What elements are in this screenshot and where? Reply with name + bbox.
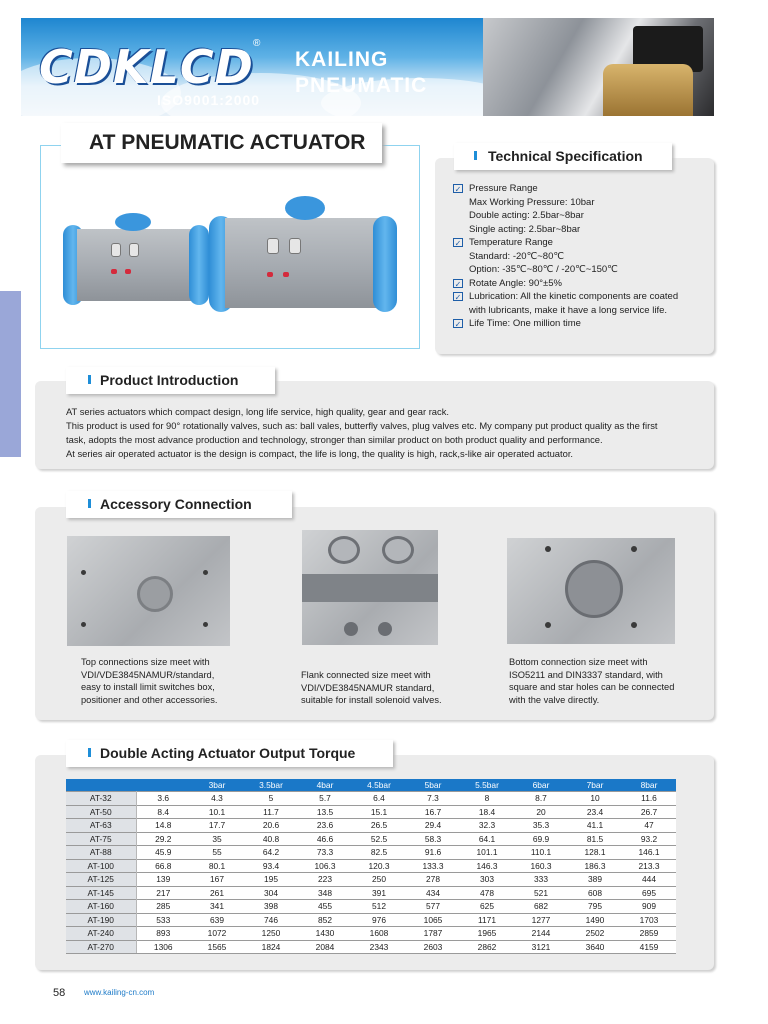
torque-cell: 1787 xyxy=(406,927,460,941)
heading-bar-icon xyxy=(88,375,91,384)
header-banner xyxy=(21,18,714,116)
torque-cell: 639 xyxy=(190,913,244,927)
bottom-connection-caption xyxy=(509,656,674,706)
torque-cell: 223 xyxy=(298,873,352,887)
caption-line: easy to install limit switches box, xyxy=(81,682,215,692)
accessory-heading: Accessory Connection xyxy=(100,496,252,512)
intro-line: AT series actuators which compact design, long life service, high quality, gear and gear rack. xyxy=(66,406,450,417)
intro-line: task, adopts the most advance production and technology, stronger than similar product on both product quality and performance. xyxy=(66,434,603,445)
actuator-end-cap xyxy=(189,225,209,305)
heading-bar-icon xyxy=(474,151,477,160)
torque-cell: 82.5 xyxy=(352,846,406,860)
torque-cell: 976 xyxy=(352,913,406,927)
torque-cell: 64.1 xyxy=(460,832,514,846)
spec-detail: Option: -35℃~80℃ / -20℃~150℃ xyxy=(469,264,618,275)
model-cell: AT-75 xyxy=(66,832,136,846)
column-header: 6bar xyxy=(514,779,568,792)
company-logo: CDKLCD xyxy=(39,40,254,94)
column-header: 5bar xyxy=(406,779,460,792)
iso-certification: ISO9001:2000 xyxy=(157,92,261,108)
torque-cell: 1072 xyxy=(190,927,244,941)
table-row xyxy=(66,846,676,860)
screw-hole xyxy=(631,546,637,552)
torque-cell: 682 xyxy=(514,900,568,914)
torque-cell: 101.1 xyxy=(460,846,514,860)
top-connection-image xyxy=(67,536,230,646)
torque-cell: 434 xyxy=(406,886,460,900)
accessory-tab xyxy=(66,491,292,518)
torque-cell: 304 xyxy=(244,886,298,900)
torque-cell: 303 xyxy=(460,873,514,887)
model-cell: AT-160 xyxy=(66,900,136,914)
caption-line: Flank connected size meet with xyxy=(301,670,431,680)
column-header: 8bar xyxy=(622,779,676,792)
shaft-image xyxy=(137,576,173,612)
actuator-top-shaft xyxy=(285,196,325,220)
page-title: AT PNEUMATIC ACTUATOR xyxy=(61,123,382,163)
heading-bar-icon xyxy=(88,499,91,508)
product-image-frame xyxy=(40,145,420,349)
torque-cell: 160.3 xyxy=(514,859,568,873)
product-intro-heading: Product Introduction xyxy=(100,372,239,388)
brand-name-line2: PNEUMATIC xyxy=(295,74,428,97)
product-intro-tab xyxy=(66,367,275,394)
torque-cell: 10.1 xyxy=(190,805,244,819)
spec-detail: Max Working Pressure: 10bar xyxy=(469,196,595,208)
screw-hole xyxy=(631,622,637,628)
torque-cell: 512 xyxy=(352,900,406,914)
page-number: 58 xyxy=(53,987,66,999)
torque-cell: 110.1 xyxy=(514,846,568,860)
table-row xyxy=(66,873,676,887)
website-link[interactable]: www.kailing-cn.com xyxy=(84,988,155,997)
torque-cell: 4159 xyxy=(622,940,676,954)
model-cell: AT-88 xyxy=(66,846,136,860)
caption-line: with the valve directly. xyxy=(509,694,600,705)
torque-cell: 32.3 xyxy=(460,819,514,833)
torque-cell: 795 xyxy=(568,900,622,914)
caption-line: Bottom connection size meet with xyxy=(509,657,648,667)
torque-cell: 167 xyxy=(190,873,244,887)
table-row xyxy=(66,927,676,941)
port-hole xyxy=(344,622,358,636)
fitting-hole xyxy=(328,536,360,564)
torque-cell: 2603 xyxy=(406,940,460,954)
actuator-image-small xyxy=(63,211,211,306)
torque-cell: 1824 xyxy=(244,940,298,954)
torque-cell: 285 xyxy=(136,900,190,914)
caption-line: ISO5211 and DIN3337 standard, with xyxy=(509,669,663,680)
torque-tab xyxy=(66,740,393,767)
column-header: 3bar xyxy=(190,779,244,792)
table-row xyxy=(66,805,676,819)
model-cell: AT-190 xyxy=(66,913,136,927)
table-row xyxy=(66,913,676,927)
flank-groove xyxy=(302,574,438,602)
table-row xyxy=(66,819,676,833)
table-row xyxy=(66,832,676,846)
model-cell: AT-32 xyxy=(66,792,136,806)
product-intro-text xyxy=(66,405,691,461)
actuator-end-cap xyxy=(373,216,397,312)
checkbox-checked-icon: ✓ xyxy=(454,239,462,248)
fitting-hole xyxy=(382,536,414,564)
torque-cell: 45.9 xyxy=(136,846,190,860)
torque-cell: 7.3 xyxy=(406,792,460,806)
torque-cell: 4.3 xyxy=(190,792,244,806)
torque-cell: 695 xyxy=(622,886,676,900)
torque-cell: 3640 xyxy=(568,940,622,954)
column-header: 7bar xyxy=(568,779,622,792)
star-hole-image xyxy=(565,560,623,618)
torque-cell: 3121 xyxy=(514,940,568,954)
torque-cell: 341 xyxy=(190,900,244,914)
column-header xyxy=(136,779,190,792)
torque-cell: 23.4 xyxy=(568,805,622,819)
torque-cell: 455 xyxy=(298,900,352,914)
torque-cell: 186.3 xyxy=(568,859,622,873)
torque-cell: 1965 xyxy=(460,927,514,941)
torque-cell: 261 xyxy=(190,886,244,900)
torque-cell: 93.4 xyxy=(244,859,298,873)
checkbox-checked-icon: ✓ xyxy=(454,320,462,329)
torque-cell: 2084 xyxy=(298,940,352,954)
caption-line: VDI/VDE3845NAMUR/standard, xyxy=(81,669,215,680)
torque-cell: 2343 xyxy=(352,940,406,954)
spec-detail: Standard: -20℃~80℃ xyxy=(469,250,565,262)
torque-cell: 10 xyxy=(568,792,622,806)
torque-cell: 146.3 xyxy=(460,859,514,873)
torque-cell: 1703 xyxy=(622,913,676,927)
torque-cell: 14.8 xyxy=(136,819,190,833)
torque-cell: 521 xyxy=(514,886,568,900)
torque-cell: 5.7 xyxy=(298,792,352,806)
torque-cell: 47 xyxy=(622,819,676,833)
torque-cell: 17.7 xyxy=(190,819,244,833)
torque-cell: 577 xyxy=(406,900,460,914)
actuator-top-shaft xyxy=(115,213,151,231)
torque-cell: 146.1 xyxy=(622,846,676,860)
spec-item xyxy=(453,277,715,291)
torque-cell: 217 xyxy=(136,886,190,900)
torque-cell: 41.1 xyxy=(568,819,622,833)
torque-cell: 139 xyxy=(136,873,190,887)
torque-cell: 746 xyxy=(244,913,298,927)
torque-cell: 18.4 xyxy=(460,805,514,819)
spec-label: Pressure Range xyxy=(469,183,538,194)
tech-spec-heading: Technical Specification xyxy=(488,148,643,164)
model-cell: AT-125 xyxy=(66,873,136,887)
screw-hole xyxy=(545,622,551,628)
column-header: 4bar xyxy=(298,779,352,792)
torque-cell: 608 xyxy=(568,886,622,900)
torque-cell: 40.8 xyxy=(244,832,298,846)
column-header: 3.5bar xyxy=(244,779,298,792)
torque-cell: 20 xyxy=(514,805,568,819)
port-plug xyxy=(125,269,131,274)
bottom-connection-image xyxy=(507,538,675,644)
torque-cell: 389 xyxy=(568,873,622,887)
table-header-row xyxy=(66,779,676,792)
top-connection-caption xyxy=(81,656,217,706)
table-row xyxy=(66,886,676,900)
caption-line: square and star holes can be connected xyxy=(509,682,675,692)
table-body xyxy=(66,792,676,954)
torque-cell: 1430 xyxy=(298,927,352,941)
model-cell: AT-50 xyxy=(66,805,136,819)
torque-cell: 81.5 xyxy=(568,832,622,846)
intro-line: At series air operated actuator is the design is compact, the life is long, the quality is high, rack,s-like air operated actuator. xyxy=(66,448,574,459)
model-cell: AT-145 xyxy=(66,886,136,900)
torque-cell: 11.6 xyxy=(622,792,676,806)
torque-cell: 73.3 xyxy=(298,846,352,860)
torque-cell: 195 xyxy=(244,873,298,887)
torque-cell: 46.6 xyxy=(298,832,352,846)
flank-connection-caption xyxy=(301,669,442,707)
actuator-body xyxy=(225,218,381,308)
torque-cell: 8 xyxy=(460,792,514,806)
port-plug xyxy=(267,272,273,277)
side-color-strip xyxy=(0,291,21,457)
caption-line: VDI/VDE3845NAMUR standard, xyxy=(301,682,435,693)
screw-hole xyxy=(203,570,208,575)
flank-connection-image xyxy=(302,530,438,645)
model-cell: AT-100 xyxy=(66,859,136,873)
screw-hole xyxy=(81,570,86,575)
torque-cell: 29.2 xyxy=(136,832,190,846)
actuator-body xyxy=(77,229,195,301)
torque-cell: 2862 xyxy=(460,940,514,954)
air-fitting xyxy=(289,238,301,254)
torque-cell: 20.6 xyxy=(244,819,298,833)
checkbox-checked-icon: ✓ xyxy=(454,279,462,289)
spec-label: Life Time: One million time xyxy=(469,318,581,329)
torque-cell: 80.1 xyxy=(190,859,244,873)
torque-cell: 852 xyxy=(298,913,352,927)
screw-hole xyxy=(203,622,208,627)
torque-cell: 5 xyxy=(244,792,298,806)
spec-detail: with lubricants, make it have a long service life. xyxy=(469,304,668,316)
registered-mark: ® xyxy=(253,38,261,49)
column-header: 4.5bar xyxy=(352,779,406,792)
torque-cell: 2502 xyxy=(568,927,622,941)
torque-cell: 93.2 xyxy=(622,832,676,846)
column-header: 5.5bar xyxy=(460,779,514,792)
torque-cell: 133.3 xyxy=(406,859,460,873)
spec-label: Rotate Angle: 90°±5% xyxy=(469,277,562,289)
model-cell: AT-63 xyxy=(66,819,136,833)
actuator-image-large xyxy=(209,194,397,312)
torque-cell: 893 xyxy=(136,927,190,941)
torque-cell: 348 xyxy=(298,886,352,900)
torque-cell: 69.9 xyxy=(514,832,568,846)
torque-cell: 625 xyxy=(460,900,514,914)
port-hole xyxy=(378,622,392,636)
spec-detail: Double acting: 2.5bar~8bar xyxy=(469,210,584,221)
torque-cell: 1490 xyxy=(568,913,622,927)
torque-cell: 1277 xyxy=(514,913,568,927)
torque-cell: 1065 xyxy=(406,913,460,927)
valve-product-image xyxy=(483,18,714,116)
column-header xyxy=(66,779,136,792)
torque-cell: 58.3 xyxy=(406,832,460,846)
brand-name-line1: KAILING xyxy=(295,48,389,71)
spec-item xyxy=(453,182,715,196)
torque-cell: 6.4 xyxy=(352,792,406,806)
checkbox-checked-icon: ✓ xyxy=(454,293,462,302)
table-row xyxy=(66,900,676,914)
spec-label: Temperature Range xyxy=(469,237,553,248)
torque-cell: 15.1 xyxy=(352,805,406,819)
air-fitting xyxy=(111,243,121,257)
caption-line: suitable for install solenoid valves. xyxy=(301,695,442,705)
brass-valve-image xyxy=(603,64,693,116)
model-cell: AT-240 xyxy=(66,927,136,941)
torque-cell: 52.5 xyxy=(352,832,406,846)
torque-cell: 278 xyxy=(406,873,460,887)
tech-spec-list xyxy=(453,182,715,331)
torque-cell: 1306 xyxy=(136,940,190,954)
torque-table xyxy=(66,779,676,954)
checkbox-checked-icon: ✓ xyxy=(454,185,462,194)
torque-cell: 26.5 xyxy=(352,819,406,833)
torque-heading: Double Acting Actuator Output Torque xyxy=(100,745,356,761)
torque-cell: 128.1 xyxy=(568,846,622,860)
port-plug xyxy=(283,272,289,277)
table-row xyxy=(66,859,676,873)
torque-cell: 250 xyxy=(352,873,406,887)
table-row xyxy=(66,940,676,954)
torque-cell: 8.7 xyxy=(514,792,568,806)
torque-cell: 3.6 xyxy=(136,792,190,806)
spec-label: Lubrication: All the kinetic components are coated xyxy=(469,291,679,302)
torque-cell: 64.2 xyxy=(244,846,298,860)
model-cell: AT-270 xyxy=(66,940,136,954)
port-plug xyxy=(111,269,117,274)
screw-hole xyxy=(545,546,551,552)
torque-cell: 213.3 xyxy=(622,859,676,873)
torque-cell: 16.7 xyxy=(406,805,460,819)
torque-cell: 1565 xyxy=(190,940,244,954)
torque-cell: 11.7 xyxy=(244,805,298,819)
torque-cell: 444 xyxy=(622,873,676,887)
screw-hole xyxy=(81,622,86,627)
torque-cell: 91.6 xyxy=(406,846,460,860)
table-row xyxy=(66,792,676,806)
intro-line: This product is used for 90° rotationally valves, such as: ball vales, butterfly valves, plug valves etc. My company put product quality as the first xyxy=(66,420,658,431)
torque-cell: 120.3 xyxy=(352,859,406,873)
torque-cell: 391 xyxy=(352,886,406,900)
spec-item xyxy=(453,236,715,250)
air-fitting xyxy=(129,243,139,257)
spec-item xyxy=(453,290,715,304)
caption-line: Top connections size meet with xyxy=(81,657,210,667)
torque-cell: 533 xyxy=(136,913,190,927)
torque-cell: 23.6 xyxy=(298,819,352,833)
torque-cell: 66.8 xyxy=(136,859,190,873)
torque-cell: 13.5 xyxy=(298,805,352,819)
torque-cell: 29.4 xyxy=(406,819,460,833)
torque-cell: 2859 xyxy=(622,927,676,941)
torque-cell: 35.3 xyxy=(514,819,568,833)
caption-line: positioner and other accessories. xyxy=(81,694,218,705)
torque-cell: 333 xyxy=(514,873,568,887)
heading-bar-icon xyxy=(88,748,91,757)
torque-cell: 909 xyxy=(622,900,676,914)
torque-cell: 2144 xyxy=(514,927,568,941)
torque-cell: 1250 xyxy=(244,927,298,941)
torque-cell: 398 xyxy=(244,900,298,914)
tech-spec-tab xyxy=(454,143,672,170)
torque-cell: 1608 xyxy=(352,927,406,941)
spec-item xyxy=(453,317,715,331)
torque-cell: 1171 xyxy=(460,913,514,927)
spec-detail: Single acting: 2.5bar~8bar xyxy=(469,223,581,235)
torque-cell: 26.7 xyxy=(622,805,676,819)
torque-cell: 106.3 xyxy=(298,859,352,873)
torque-cell: 478 xyxy=(460,886,514,900)
torque-cell: 8.4 xyxy=(136,805,190,819)
torque-cell: 55 xyxy=(190,846,244,860)
air-fitting xyxy=(267,238,279,254)
torque-cell: 35 xyxy=(190,832,244,846)
